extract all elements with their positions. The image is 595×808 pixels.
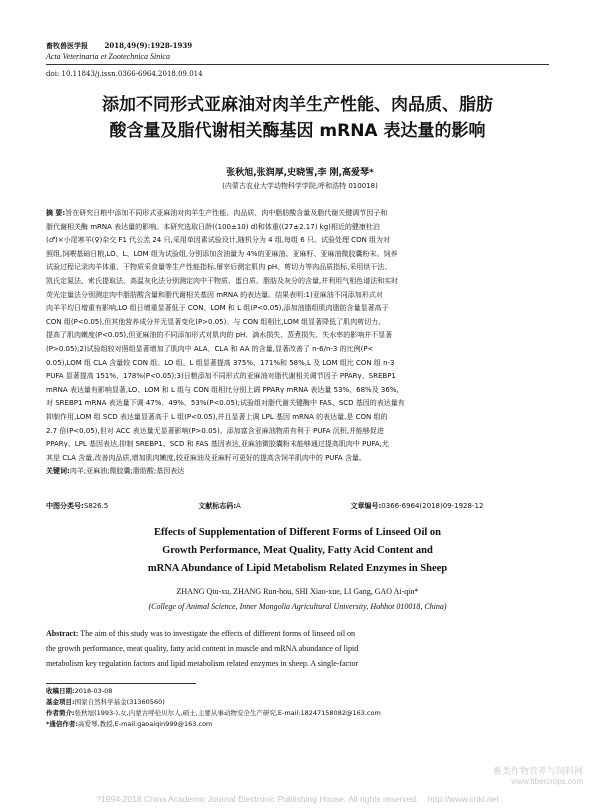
footnote-corresponding: *通信作者:高爱琴,教授,E-mail:gaoaiqin999@163.com [46, 720, 213, 728]
footnote-rule [46, 683, 196, 684]
footnotes [46, 686, 549, 730]
abstract-cn-line: 脂代谢相关酶 mRNA 表达量的影响。本研究选取日龄((100±10) d)和体重((27±2.17) kg)相近的健康杜泊 [46, 222, 380, 231]
abstract-en-line: The aim of this study was to investigate the effects of different forms of linseed oil on [80, 629, 356, 638]
journal-header-line [46, 41, 192, 51]
affiliation-cn: (内蒙古农业大学动物科学学院,呼和浩特 010018) [222, 182, 378, 190]
abstract-en [46, 626, 549, 671]
watermark-line1: 畜类作物营养与饲料网 [492, 766, 583, 776]
abstract-cn-line: 荧光定量法分别测定肉中脂肪酸含量和脂代谢相关基因 mRNA 的表达量。结果表明:1)亚麻油不同添加形式对 [46, 290, 383, 299]
doc-code-label: 文献标志码: [198, 502, 237, 510]
classification-row [46, 501, 549, 511]
abstract-cn-line: 凯氏定氮法、索氏提取法、高温灰化法分别测定肉中干物质、蛋白质、脂肪及灰分的含量,并利用气相色谱法和实时 [46, 276, 399, 285]
doc-code-value: A [236, 502, 241, 510]
abstract-cn-line: (P>0.05);2)试验组较对照组显著增加了肌肉中 ALA、CLA 和 AA 的含量,显著改善了 n-6/n-3 的比例(P< [46, 344, 374, 353]
abstract-cn-line: 0.05),LOM 组 CLA 含量较 CON 组、LO 组、L 组显著提高 375%、171%和 58%,L 及 LOM 组比 CON 组 n-3 [46, 358, 395, 367]
keywords-cn [46, 465, 549, 479]
journal-name-en: Acta Veterinaria et Zootechnica Sinica [46, 52, 170, 61]
article-no-label: 文章编号: [350, 502, 382, 510]
abstract-cn-line: 对 SREBP1 mRNA 表达量下调 47%、49%、53%(P<0.05);试验组对脂代谢关键酶中 FAS、SCD 基因的表达量有 [46, 399, 405, 408]
footnote-received: 收稿日期:2018-03-08 [46, 687, 113, 695]
title-en-line2: Growth Performance, Meat Quality, Fatty Acid Content and [162, 545, 433, 556]
abstract-cn-line: CON 组(P<0.05),但其他营养成分并无显著变化(P>0.05)。与 CON 组相比,LOM 组显著降低了肌肉剪切力, [46, 317, 381, 326]
clc-label: 中图分类号: [46, 502, 84, 510]
footnote-author-bio: 作者简介:张秋旭(1993-),女,内蒙古呼伦贝尔人,硕士,主要从事动物安全生产研究,E-mail:18247158082@163.com [46, 709, 381, 717]
abstract-en-label: Abstract: [46, 629, 79, 638]
abstract-cn-line: 旨在研究日粮中添加不同形式亚麻油对肉羊生产性能、肉品质、肉中脂肪酸含量及脂代谢关键调节因子和 [65, 209, 388, 217]
watermark-line2: www.fibercrops.com [511, 777, 583, 786]
abstract-cn-line: 照组,饲喂基础日粮,LO、L、LOM 组为试验组,分别添加含油量为 4%的亚麻油、亚麻籽、亚麻油微胶囊粉末。饲养 [46, 249, 398, 258]
title-cn-line2: 酸含量及脂代谢相关酶基因 mRNA 表达量的影响 [109, 121, 486, 141]
abstract-en-line: metabolism key regulation factors and lipid metabolism related enzymes in sheep. A single-factor [46, 659, 359, 668]
abstract-cn-label: 摘 要: [46, 209, 66, 217]
article-no-value: 0366-6964(2018)09-1928-12 [381, 502, 484, 510]
header-rule [46, 64, 549, 65]
abstract-cn-line: PPARγ、LPL 基因表达,抑制 SREBP1、SCD 和 FAS 基因表达,亚麻油微胶囊粉末能够通过提高肌肉中 PUFA,尤 [46, 440, 389, 449]
abstract-cn-line: 2.7 倍(P<0.05),但对 ACC 表达量无显著影响(P>0.05)。添加富含亚麻油物质有利于 PUFA 沉积,并能够促进 [46, 426, 384, 435]
journal-issue: 2018,49(9):1928-1939 [104, 41, 193, 50]
title-cn-line1: 添加不同形式亚麻油对肉羊生产性能、肉品质、脂肪 [102, 95, 493, 115]
abstract-cn-line: 提高了肌肉嫩度(P<0.05),但亚麻油的不同添加形式对肌肉的 pH、滴水损失、蒸煮损失、失水率的影响并不显著 [46, 331, 393, 340]
abstract-cn-line: PUFA 显著提高 151%、178%(P<0.05);3)日粮添加不同形式的亚麻油对脂代谢相关调节因子 PPARγ、SREBP1 [46, 372, 396, 381]
keywords-cn-text: 肉羊;亚麻油;微胶囊;脂肪酸;基因表达 [69, 467, 185, 476]
copyright-line: ?1994-2018 China Academic Journal Electronic Publishing House. All rights reserved. http://www.cnki.net [96, 794, 499, 804]
abstract-cn-line: 抑制作用,LOM 组 SCD 表达量显著高于 L 组(P<0.05),并且显著上调 LPL 基因 mRNA 的表达量,是 CON 组的 [46, 412, 388, 421]
affiliation-en: (College of Animal Science, Inner Mongolia Agricultural University, Hohhot 010018, China) [148, 602, 447, 611]
watermark [493, 764, 583, 786]
journal-name-cn: 畜牧兽医学报 [46, 41, 88, 50]
abstract-cn-line: (♂)×小尾寒羊(♀)杂交 F1 代公羔 24 只,采用单因素试验设计,随机分为 4 组,每组 6 只。试验处理 CON 组为对 [46, 236, 391, 245]
authors-cn: 张秋旭,张润厚,史晓雪,李 刚,高爱琴* [226, 168, 374, 178]
footnote-funding: 基金项目:国家自然科学基金(31360560) [46, 698, 165, 706]
title-en-line3: mRNA Abundance of Lipid Metabolism Related Enzymes in Sheep [147, 563, 448, 574]
clc-value: S826.5 [83, 502, 109, 510]
abstract-cn-line: 其是 CLA 含量,改善肉品质,增加肌肉嫩度,较亚麻油及亚麻籽可更好的提高含饲羊肌肉中的 PUFA 含量。 [46, 453, 366, 462]
authors-en: ZHANG Qiu-xu, ZHANG Run-hou, SHI Xiao-xue, LI Gang, GAO Ai-qin* [176, 587, 419, 596]
abstract-en-line: the growth performance, meat quality, fatty acid content in muscle and mRNA abundance of lipid [46, 644, 359, 653]
keywords-cn-label: 关键词: [46, 467, 70, 476]
abstract-cn [46, 207, 549, 479]
doi: doi: 10.11843/j.issn.0366-6964.2018.09.014 [46, 70, 203, 78]
abstract-cn-line: 肉羊平均日增重有影响,LO 组日增重显著低于 CON、LOM 和 L 组(P<0.05),添加油脂组肌肉脂肪含量显著高于 [46, 304, 389, 313]
abstract-cn-line: 试验过程记录肉羊体重、干物质采食量等生产性能指标,屠宰后测定肌肉 pH、剪切力等肉品质指标,采用烘干法、 [46, 263, 392, 272]
title-en-line1: Effects of Supplementation of Different Forms of Linseed Oil on [153, 527, 442, 538]
abstract-cn-line: mRNA 表达量有影响显著,LO、LOM 和 L 组与 CON 组相比分别上调 PPARγ mRNA 表达量 53%、68%及 36%, [46, 385, 399, 394]
